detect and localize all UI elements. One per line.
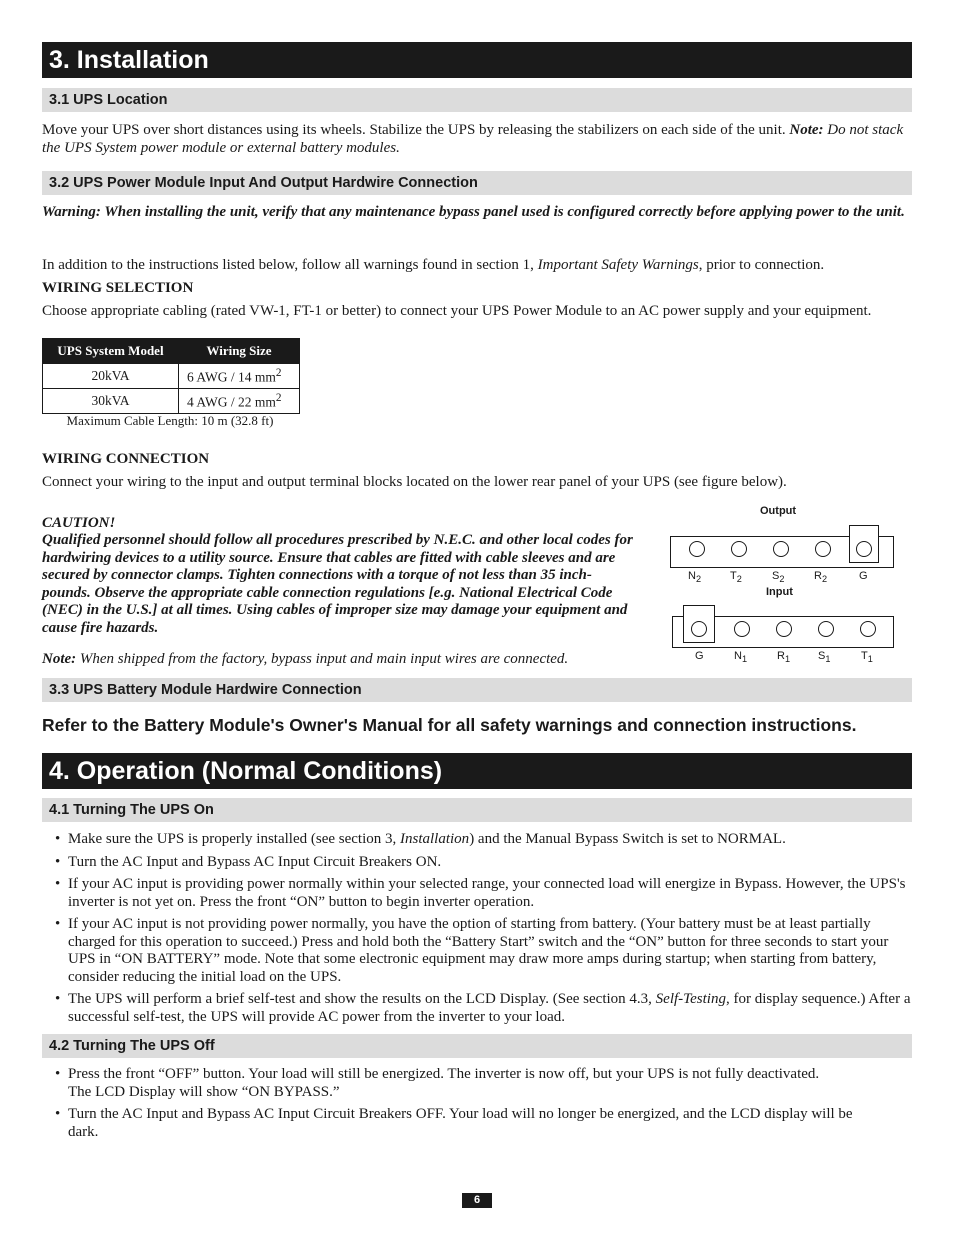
table-cell-wiring [179, 364, 300, 389]
list-item-text: Make sure the UPS is properly installed (see section 3, [68, 831, 397, 847]
wiring-size-superscript: 2 [275, 391, 282, 404]
terminal-screw [734, 621, 750, 637]
terminal-screw [856, 541, 872, 557]
list-item: • If your AC input is not providing power normally, you have the option of starting from battery. (Your battery must be at least partially charged for this operation to succeed.) Press and hold both the “Battery Start” switch and the “ON” button for three seconds to start your UPS in “ON BATTERY” mode. Note that some electronic equipment may draw more amps during startup; when starting from battery, consider reducing the initial load on the UPS. [55, 916, 915, 986]
intro-reference: Important Safety Warnings [537, 257, 699, 273]
list-item-text: The UPS will perform a brief self-test and show the results on the LCD Display. (See section 4.3, [68, 991, 652, 1007]
input-label: Input [766, 586, 793, 598]
list-item: • If your AC input is providing power normally within your selected range, your connected load will energize in Bypass. However, the UPS's inverter is not yet on. Press the front “ON” button to begin inverter operation. [55, 876, 915, 911]
section-4-2-heading: 4.2 Turning The UPS Off [42, 1034, 912, 1058]
input-terminal-label: $N_1$ [734, 650, 748, 665]
terminal-block-diagram [668, 500, 898, 670]
section-3-title: 3. Installation [42, 42, 912, 78]
terminal-screw [818, 621, 834, 637]
terminal-screw [773, 541, 789, 557]
section-4-1-heading: 4.1 Turning The UPS On [42, 798, 912, 822]
input-terminal-label: $T_1$ [861, 650, 873, 665]
list-item: • Press the front “OFF” button. Your load will still be energized. The inverter is now off, but your UPS is not fully deactivated. The LCD Display will show “ON BYPASS.” [55, 1066, 828, 1101]
list-item-reference: Installation [400, 831, 470, 847]
wiring-size-table [42, 338, 300, 414]
input-terminal-label: $R_1$ [777, 650, 791, 665]
caution-heading: CAUTION! [42, 515, 116, 531]
terminal-screw [776, 621, 792, 637]
wiring-connection-text: Connect your wiring to the input and output terminal blocks located on the lower rear panel of your UPS (see figure below). [42, 474, 787, 490]
terminal-screw [860, 621, 876, 637]
wiring-size-value: 4 AWG / 22 mm [187, 394, 276, 410]
intro-part-b: , prior to connection. [698, 257, 825, 273]
table-cell-wiring [179, 389, 300, 414]
list-item: • Turn the AC Input and Bypass AC Input Circuit Breakers OFF. Your load will no longer be energized, and the LCD display will be dark. [55, 1106, 868, 1141]
table-cell-model: 30kVA [43, 389, 179, 414]
table-row [43, 389, 300, 414]
output-terminal-label: $S_2$ [772, 570, 785, 585]
note-label: Note: [789, 122, 824, 138]
page-number: 6 [462, 1193, 492, 1208]
section-3-3-heading: 3.3 UPS Battery Module Hardwire Connection [42, 678, 912, 702]
wiring-size-value: 6 AWG / 14 mm [187, 369, 276, 385]
ups-location-body: Move your UPS over short distances using its wheels. Stabilize the UPS by releasing the stabilizers on each side of the unit. [42, 122, 786, 138]
turning-on-list [55, 831, 915, 1031]
list-item-text: , for display sequence.) After a successful self-test, the UPS will provide AC power from the inverter to your load. [68, 991, 911, 1025]
wiring-size-superscript: 2 [275, 366, 282, 379]
terminal-screw [815, 541, 831, 557]
table-caption: Maximum Cable Length: 10 m (32.8 ft) [66, 413, 274, 428]
wiring-selection-heading: WIRING SELECTION [42, 280, 194, 296]
turning-off-list [55, 1066, 915, 1146]
section-3-1-heading: 3.1 UPS Location [42, 88, 912, 112]
list-item [55, 831, 915, 849]
output-terminal-label: $R_2$ [814, 570, 828, 585]
list-item-text: ) and the Manual Bypass Switch is set to NORMAL. [469, 831, 786, 847]
note-text: Do not stack the UPS System power module or external battery modules. [42, 122, 904, 156]
list-item: • Turn the AC Input and Bypass AC Input Circuit Breakers ON. [55, 854, 915, 872]
ups-location-text [42, 122, 914, 157]
wiring-connection-heading: WIRING CONNECTION [42, 451, 210, 467]
table-header-wiring: Wiring Size [179, 339, 300, 364]
caution-text: Qualified personnel should follow all procedures prescribed by N.E.C. and other local codes for hardwiring devices to a utility source. Ensure that cables are fitted with cable sleeves and are secured by connector clamps. Tighten connections with a torque of not less than 35 inch-pounds. Observe the appropriate cable connection regulations [e.g. National Electrical Code (NEC) in the U.S.] at all times. Using cables of improper size may damage your equipment and cause fire hazards. [42, 532, 633, 636]
table-header-row [43, 339, 300, 364]
output-terminal-label: G [859, 570, 868, 582]
terminal-screw [691, 621, 707, 637]
table-cell-model: 20kVA [43, 364, 179, 389]
note-label: Note: [42, 651, 77, 667]
terminal-screw [731, 541, 747, 557]
wiring-selection-text: Choose appropriate cabling (rated VW-1, FT-1 or better) to connect your UPS Power Module to an AC power supply and your equipment. [42, 303, 872, 319]
intro-part-a: In addition to the instructions listed below, follow all warnings found in section 1, [42, 257, 534, 273]
list-item [55, 991, 915, 1026]
section-4-title: 4. Operation (Normal Conditions) [42, 753, 912, 789]
battery-module-refer-text: Refer to the Battery Module's Owner's Manual for all safety warnings and connection instructions. [42, 715, 857, 735]
table-row [43, 364, 300, 389]
input-terminal-label: G [695, 650, 704, 662]
intro-text [42, 257, 914, 275]
list-item-reference: Self-Testing [655, 991, 726, 1007]
note-text: When shipped from the factory, bypass input and main input wires are connected. [79, 651, 569, 667]
terminal-screw [689, 541, 705, 557]
section-3-2-heading: 3.2 UPS Power Module Input And Output Hardwire Connection [42, 171, 912, 195]
output-terminal-label: $T_2$ [730, 570, 742, 585]
warning-text: Warning: When installing the unit, verify that any maintenance bypass panel used is configured correctly before applying power to the unit. [42, 204, 905, 220]
output-terminal-label: $N_2$ [688, 570, 702, 585]
table-header-model: UPS System Model [43, 339, 179, 364]
factory-note [42, 651, 642, 669]
output-label: Output [760, 505, 797, 517]
input-terminal-label: $S_1$ [818, 650, 831, 665]
